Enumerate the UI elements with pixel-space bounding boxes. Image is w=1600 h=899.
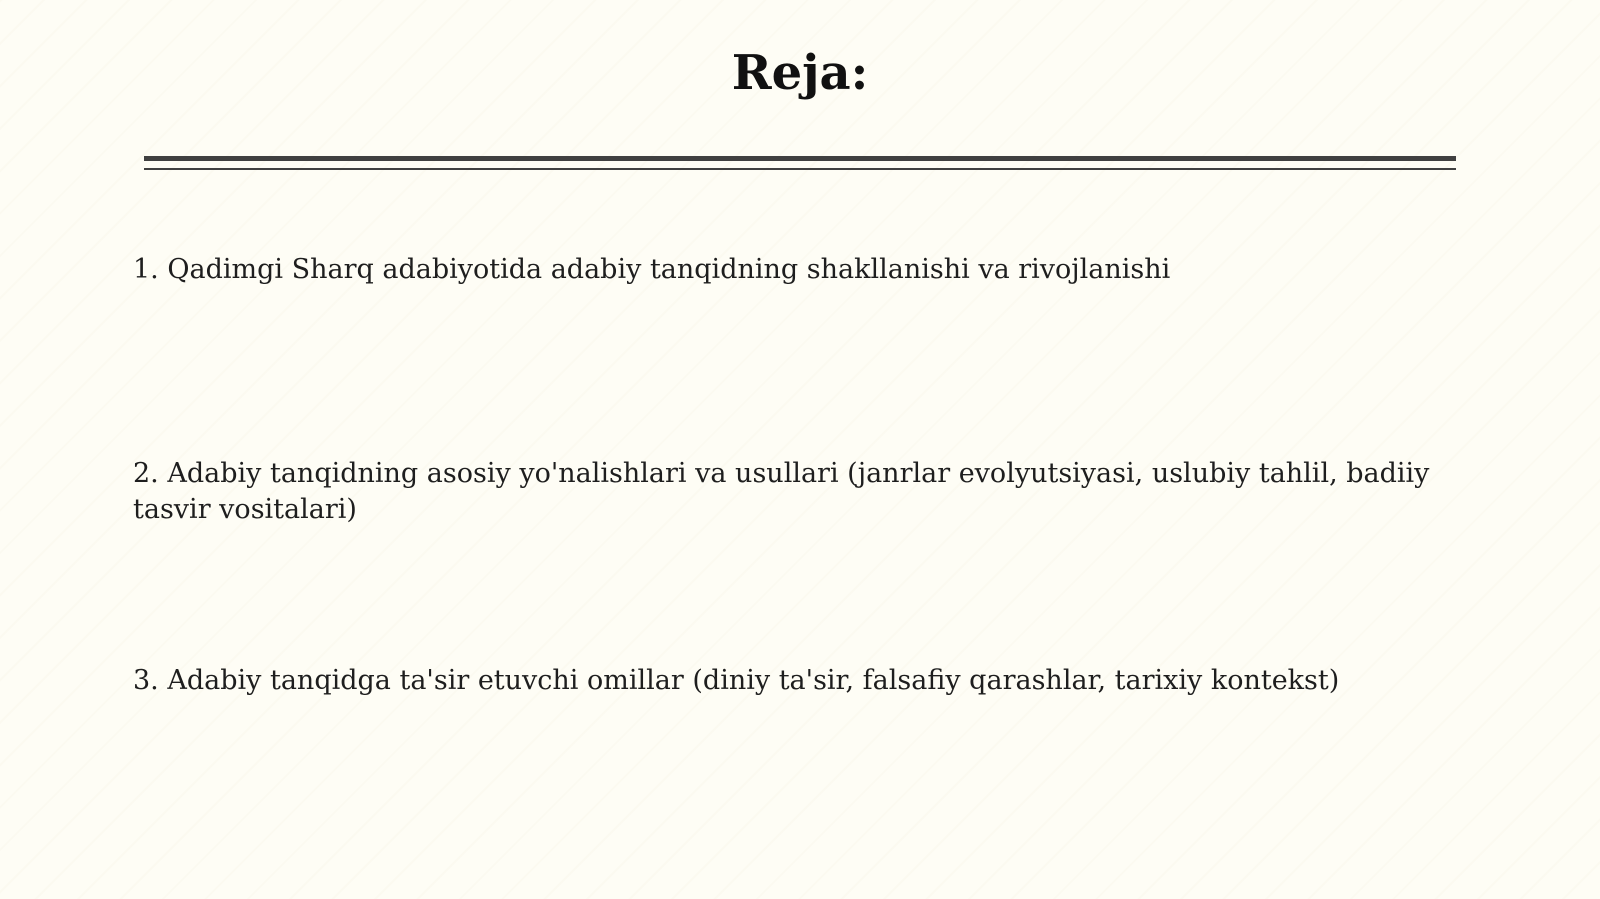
slide-title: Reja: bbox=[731, 45, 869, 101]
title-divider-thin bbox=[144, 168, 1456, 170]
title-divider-thick bbox=[144, 156, 1456, 161]
plan-item-1: 1. Qadimgi Sharq adabiyotida adabiy tanqidning shakllanishi va rivojlanishi bbox=[133, 254, 1171, 285]
plan-item-3: 3. Adabiy tanqidga ta'sir etuvchi omillar (diniy ta'sir, falsafiy qarashlar, tarixiy kontekst) bbox=[133, 665, 1340, 696]
plan-item-2: 2. Adabiy tanqidning asosiy yo'nalishlari va usullari (janrlar evolyutsiyasi, uslubiy tahlil, badiiy tasvir vositalari) bbox=[133, 458, 1430, 525]
